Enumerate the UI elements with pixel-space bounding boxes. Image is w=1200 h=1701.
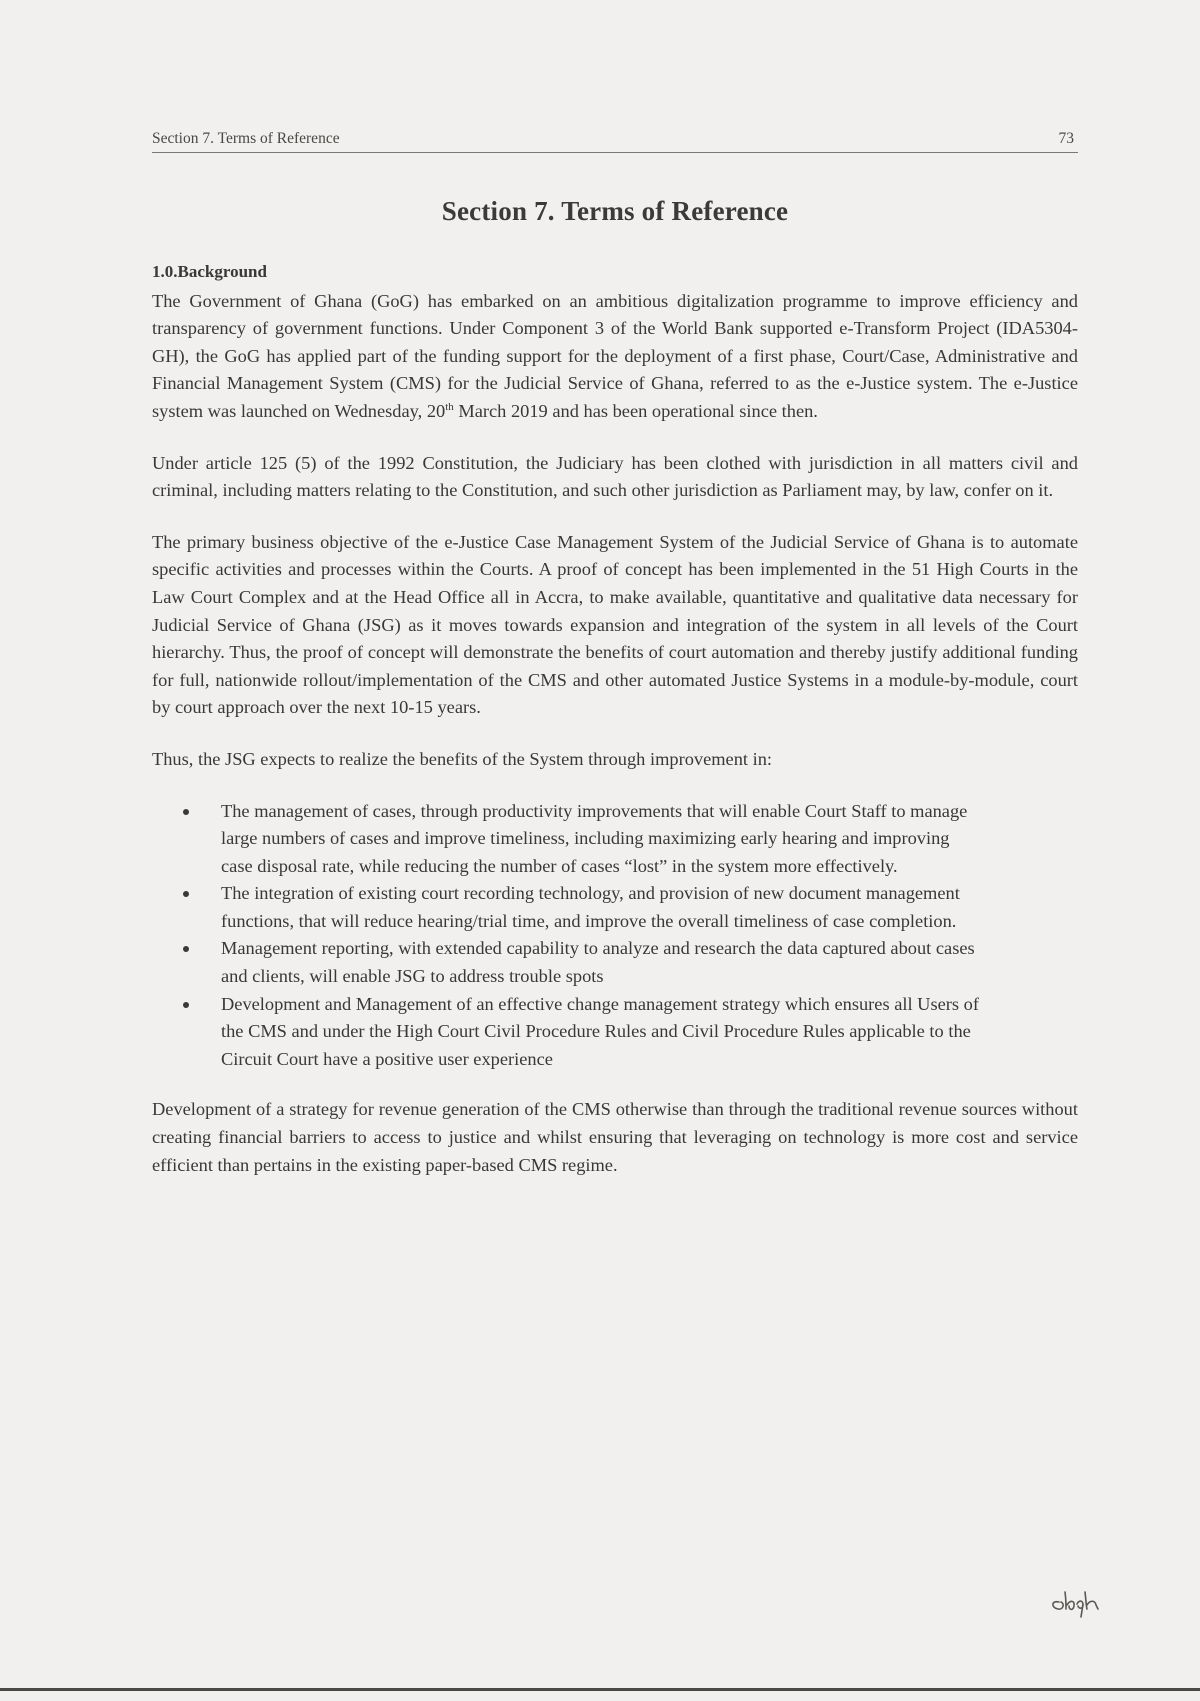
running-header-title: Section 7. Terms of Reference: [152, 130, 340, 147]
list-item: [152, 935, 1078, 990]
section-heading-background: 1.0.Background: [152, 262, 267, 281]
list-item: [152, 991, 1078, 1074]
list-item-text: The management of cases, through productivity improvements that will enable Court Staff to manage large numbers of cases and improve timeliness, including maximizing early hearing and improving case disposal rate, while reducing the number of cases “lost” in the system more effectively.: [221, 800, 968, 876]
page-title: Section 7. Terms of Reference: [441, 196, 789, 226]
bullet-icon: [183, 1002, 189, 1008]
bullet-icon: [183, 891, 189, 897]
bullet-icon: [183, 946, 189, 952]
benefits-list: [152, 798, 1078, 1074]
page-number: 73: [1058, 130, 1074, 147]
paragraph-constitution: Under article 125 (5) of the 1992 Constitution, the Judiciary has been clothed with jurisdiction in all matters civil and criminal, including matters relating to the Constitution, and such other jurisdiction as Parliament may, by law, confer on it.: [152, 452, 1078, 501]
list-item-text: The integration of existing court recording technology, and provision of new document management functions, that will reduce hearing/trial time, and improve the overall timeliness of case completion.: [221, 883, 960, 931]
paragraph-intro: [152, 288, 1078, 426]
list-item: [152, 880, 1078, 935]
bullet-icon: [183, 809, 189, 815]
bottom-rule: [0, 1688, 1200, 1691]
signature-icon: [1045, 1578, 1115, 1618]
paragraph-benefits-lead: Thus, the JSG expects to realize the benefits of the System through improvement in:: [152, 748, 773, 769]
paragraph-objective: The primary business objective of the e-Justice Case Management System of the Judicial Service of Ghana is to automate specific activities and processes within the Courts. A proof of concept has been implemented in the 51 High Courts in the Law Court Complex and at the Head Office all in Accra, to make available, quantitative and qualitative data necessary for Judicial Service of Ghana (JSG) as it moves towards expansion and integration of the system in all levels of the Court hierarchy. Thus, the proof of concept will demonstrate the benefits of court automation and thereby justify additional funding for full, nationwide rollout/implementation of the CMS and other automated Justice Systems in a module-by-module, court by court approach over the next 10-15 years.: [152, 531, 1078, 718]
ordinal-suffix: th: [445, 400, 454, 413]
document-body: [152, 258, 1078, 1203]
paragraph-intro-text: The Government of Ghana (GoG) has embarked on an ambitious digitalization programme to improve efficiency and transparency of government functions. Under Component 3 of the World Bank supported e-Transform Project (IDA5304-GH), the GoG has applied part of the funding support for the deployment of a first phase, Court/Case, Administrative and Financial Management System (CMS) for the Judicial Service of Ghana, referred to as the e-Justice system. The e-Justice system was launched on Wednesday, 20th March 2019 and has been operational since then.: [152, 290, 1078, 421]
list-item: [152, 798, 1078, 881]
list-item-text: Development and Management of an effective change management strategy which ensures all Users of the CMS and under the High Court Civil Procedure Rules and Civil Procedure Rules applicable to the Circuit Court have a positive user experience: [221, 993, 979, 1069]
paragraph-revenue-strategy: Development of a strategy for revenue generation of the CMS otherwise than through the traditional revenue sources without creating financial barriers to access to justice and whilst ensuring that leveraging on technology is more cost and service efficient than pertains in the existing paper-based CMS regime.: [152, 1099, 1078, 1175]
running-header: [152, 126, 1078, 153]
list-item-text: Management reporting, with extended capability to analyze and research the data captured about cases and clients, will enable JSG to address trouble spots: [221, 938, 975, 987]
